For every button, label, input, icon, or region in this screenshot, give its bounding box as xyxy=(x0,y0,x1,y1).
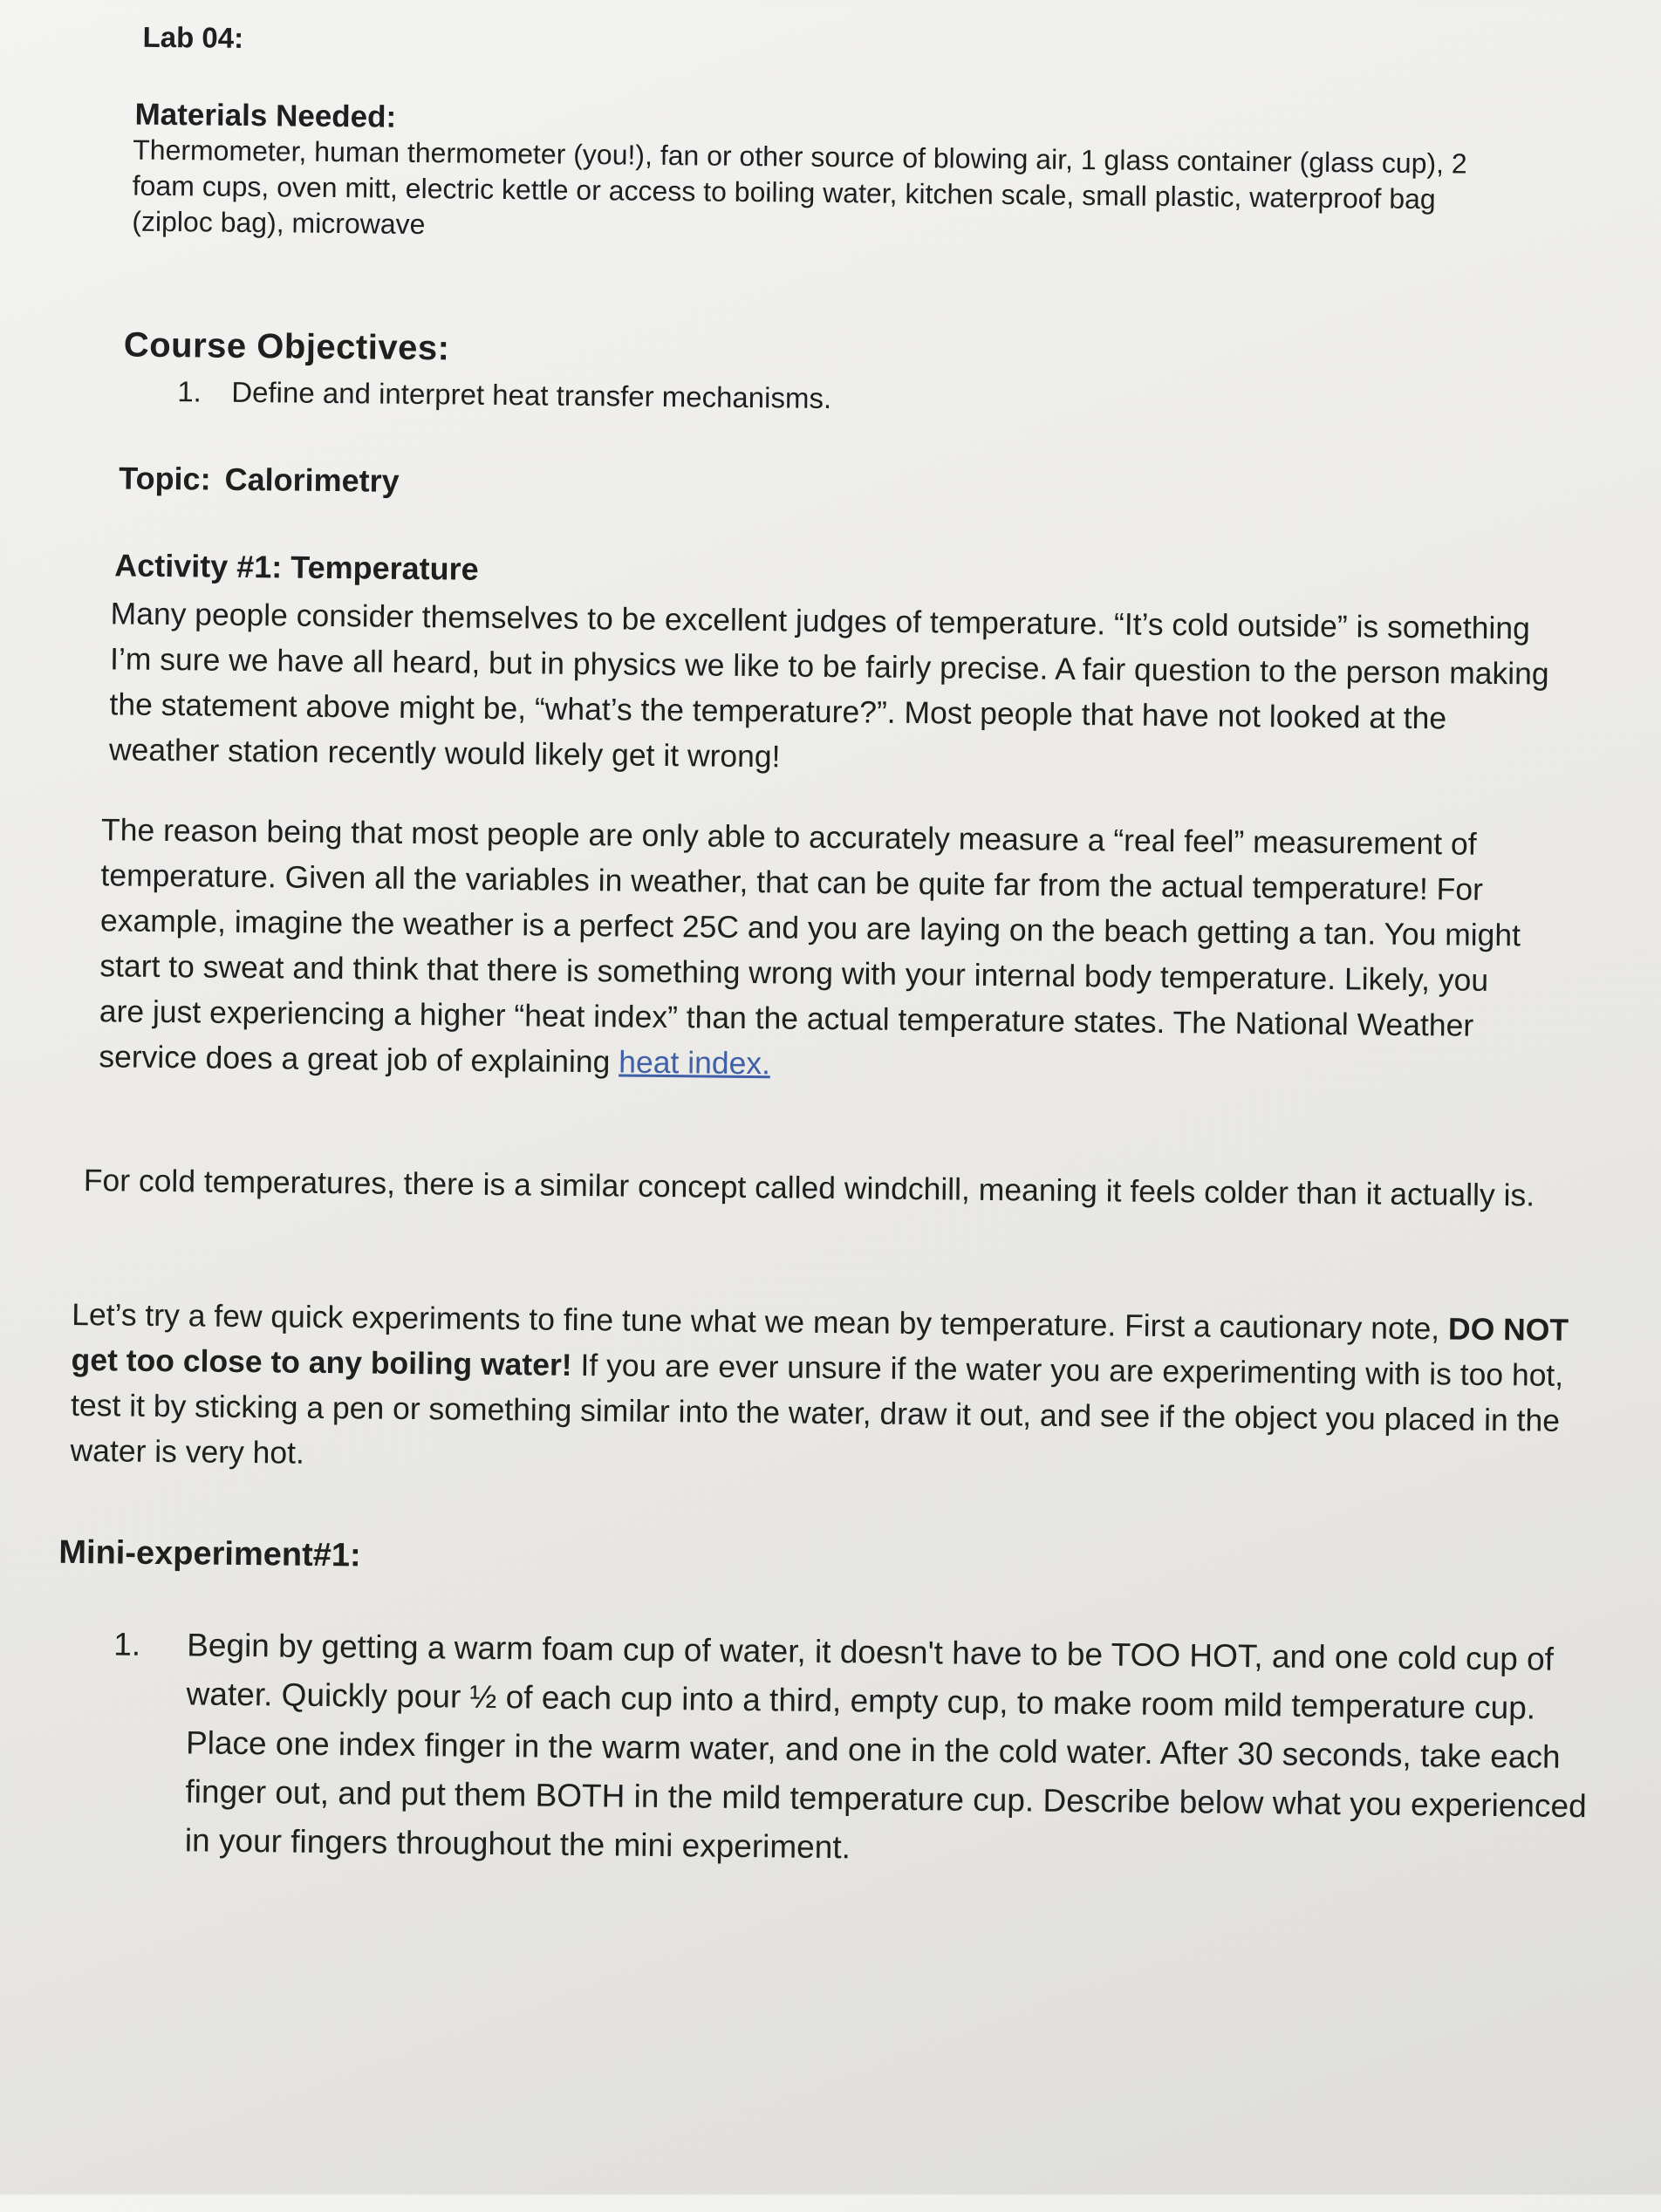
activity-paragraph-2 xyxy=(99,807,1541,1094)
mini-experiment-step xyxy=(112,1620,1615,1880)
heat-index-link[interactable]: heat index. xyxy=(619,1044,771,1082)
activity-paragraph-3: For cold temperatures, there is a similar concept called windchill, meaning it feels colder than it actually is. xyxy=(83,1163,1535,1213)
materials-heading: Materials Needed: xyxy=(134,97,397,134)
paragraph-2-text: The reason being that most people are only able to accurately measure a “real feel” measurement of temperature. Given all the variables in weather, that can be quite far from the actual temperature! For example, imagine the weather is a perfect 25C and you are laying on the beach getting a tan. You might start to sweat and think that there is something wrong with your internal body temperature. Likely, you are just experiencing a higher “heat index” than the actual temperature states. The National Weather service does a great job of explaining xyxy=(99,812,1521,1080)
paragraph-4-rest: If you are ever unsure if the water you are experimenting with is too hot, test it by sticking a pen or something similar into the water, draw it out, and see if the object you placed in the water is very hot. xyxy=(70,1348,1564,1471)
objective-text: Define and interpret heat transfer mechanisms. xyxy=(231,375,832,415)
topic-label: Topic: xyxy=(119,460,211,497)
topic-value: Calorimetry xyxy=(224,461,400,499)
activity-paragraph-4 xyxy=(70,1292,1589,1489)
objectives-heading: Course Objectives: xyxy=(123,325,450,368)
objective-item xyxy=(177,375,1311,420)
materials-list: Thermometer, human thermometer (you!), fan or other source of blowing air, 1 glass container (glass cup), 2 foam cups, oven mitt, electric kettle or access to boiling water, kitchen scale, small plastic, waterproof bag (ziploc bag), microwave xyxy=(132,133,1467,241)
paragraph-4-text: Let’s try a few quick experiments to fine tune what we mean by temperature. First a cautionary note, xyxy=(72,1296,1440,1347)
lab-title: Lab 04: xyxy=(142,20,244,54)
activity-paragraph-1: Many people consider themselves to be excellent judges of temperature. “It’s cold outside” is something I’m sure we have all heard, but in physics we like to be fairly precise. A fair question to the person making the statement above might be, “what’s the temperature?”. Most people that have not looked at the weather station recently would likely get it wrong! xyxy=(108,596,1549,775)
activity-heading: Activity #1: Temperature xyxy=(114,547,479,587)
objective-number: 1. xyxy=(177,375,202,408)
step-text: Begin by getting a warm foam cup of water, it doesn't have to be TOO HOT, and one cold cup of water. Quickly pour ½ of each cup into a third, empty cup, to make room mild temperature cup. Place one index finger in the warm water, and one in the cold water. After 30 seconds, take each finger out, and put them BOTH in the mild temperature cup. Describe below what you experienced in your fingers throughout the mini experiment. xyxy=(184,1627,1587,1866)
boiling-water-warning: DO NOT get too close to any boiling water! xyxy=(71,1311,1569,1382)
step-number: 1. xyxy=(113,1626,141,1662)
mini-experiment-heading: Mini-experiment#1: xyxy=(58,1533,361,1574)
topic-line xyxy=(119,460,400,499)
